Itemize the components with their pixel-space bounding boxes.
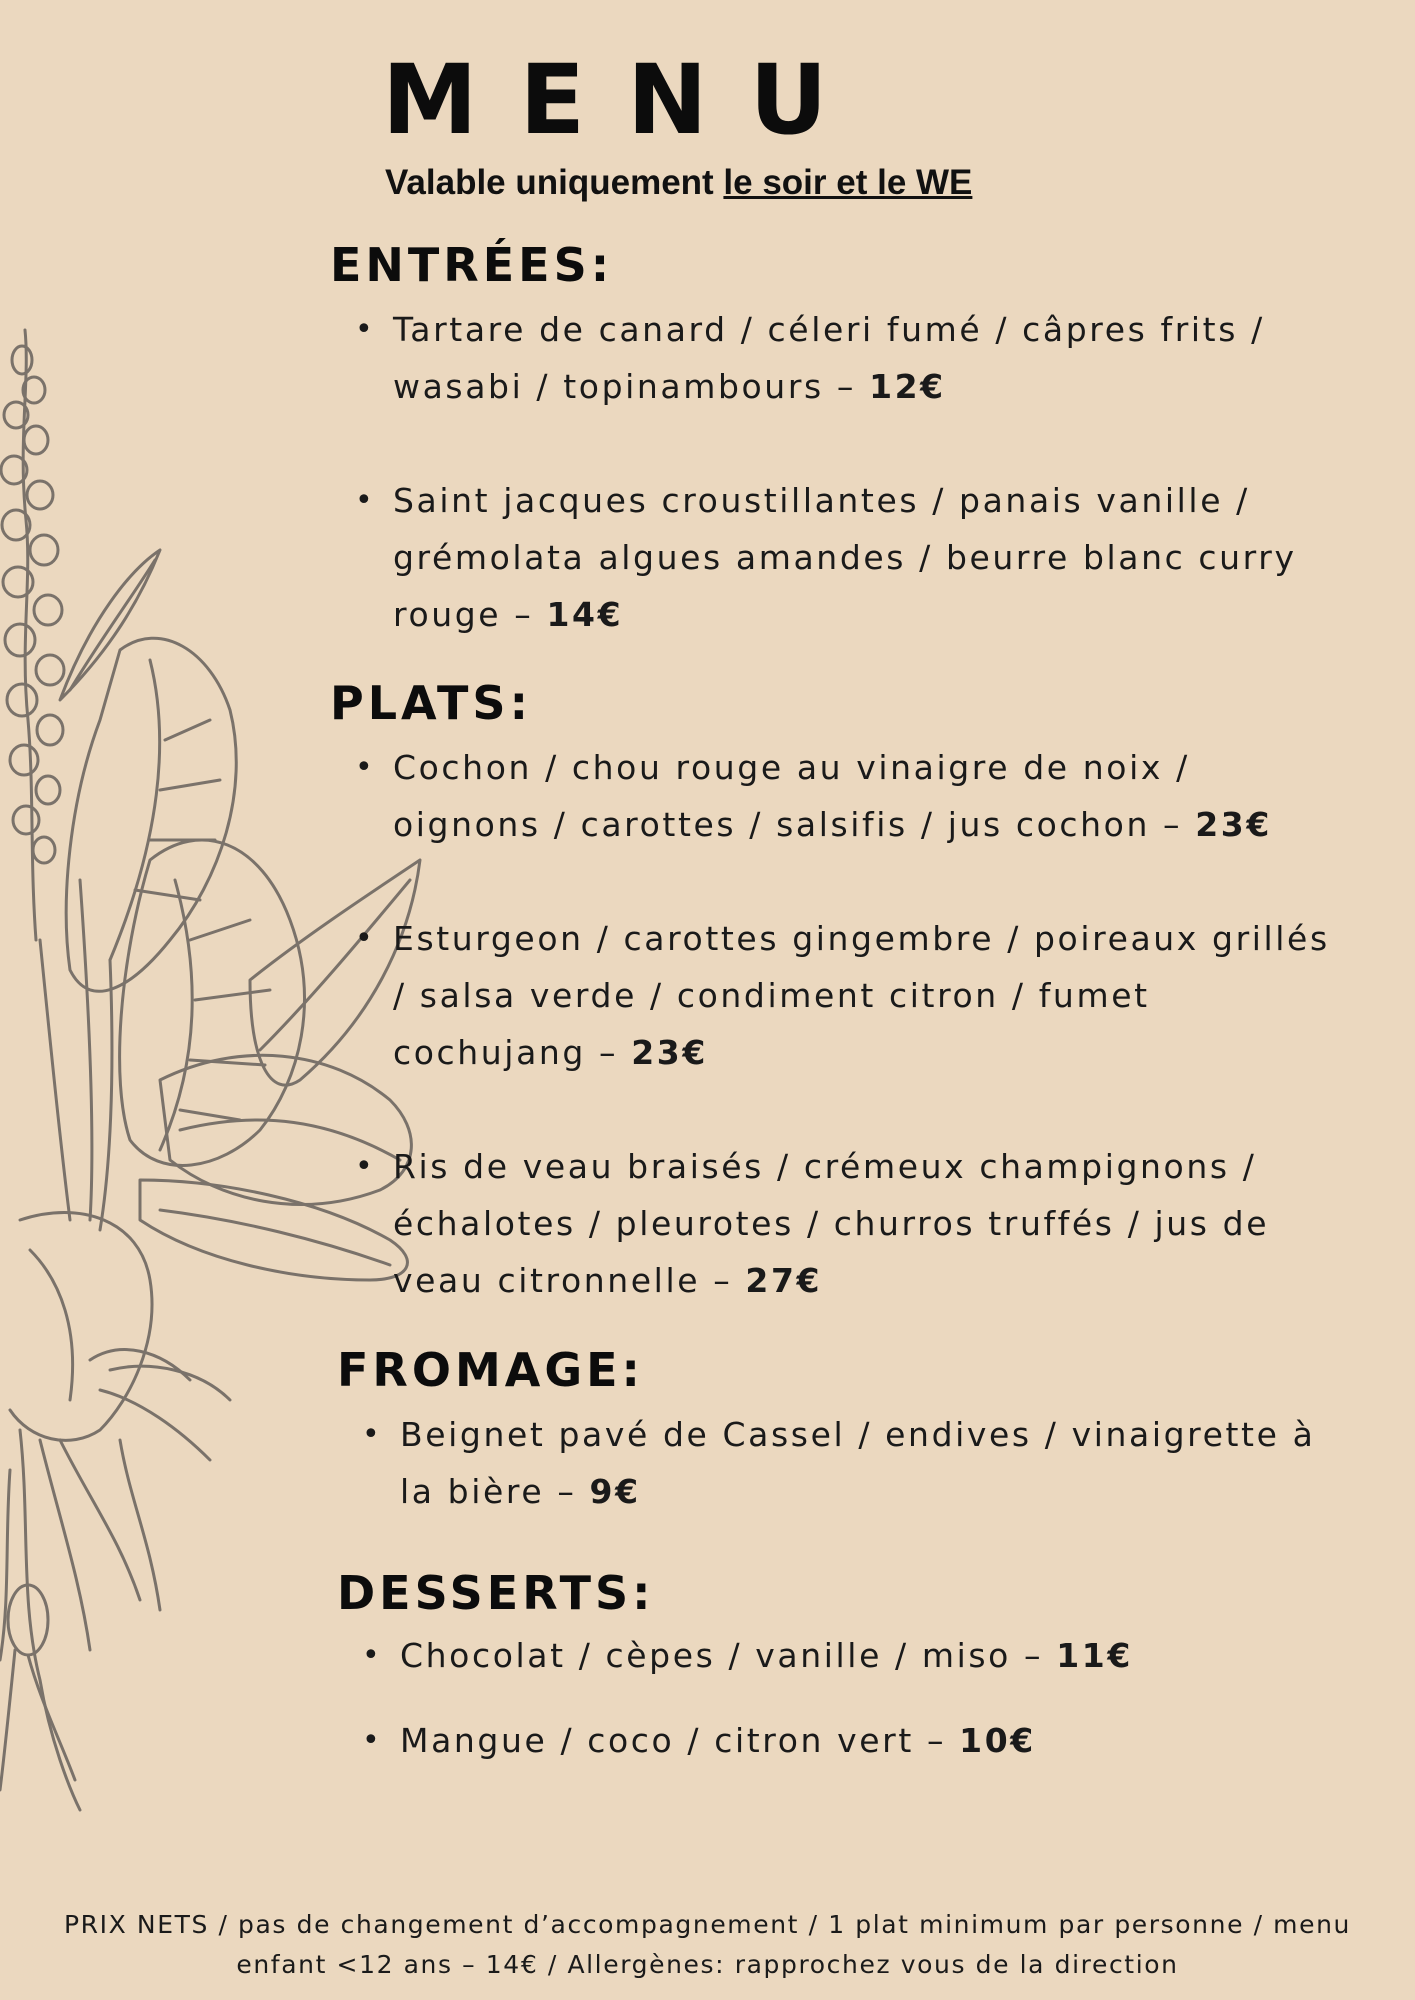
section-fromage [337, 1345, 1347, 1520]
bullet-icon: • [355, 1148, 376, 1184]
item-price: 12€ [869, 366, 946, 406]
item-price: 9€ [589, 1471, 641, 1511]
menu-item [337, 1406, 1347, 1520]
fromage-list [337, 1406, 1347, 1520]
bullet-icon: • [355, 749, 376, 785]
item-price: 23€ [631, 1032, 708, 1072]
subtitle-text: Valable uniquement [385, 163, 724, 202]
item-description: Tartare de canard / céleri fumé / câpres frits / wasabi / topinambours – [393, 309, 1265, 406]
item-price: 14€ [546, 594, 624, 634]
section-heading-plats: PLATS: [330, 676, 532, 730]
entrees-list [330, 301, 1340, 643]
bullet-icon: • [362, 1416, 383, 1452]
footer-note [40, 1905, 1375, 1985]
menu-item [330, 1138, 1340, 1309]
menu-item [330, 301, 1340, 415]
item-description: Esturgeon / carottes gingembre / poireaux grillés / salsa verde / condiment citron / fumet cochujang – [393, 918, 1330, 1072]
item-description: Beignet pavé de Cassel / endives / vinaigrette à la bière – [400, 1414, 1316, 1511]
section-entrees [330, 240, 1340, 643]
section-heading-desserts: DESSERTS: [337, 1566, 655, 1620]
menu-item [337, 1712, 1347, 1769]
menu-item [330, 910, 1340, 1081]
bullet-icon: • [355, 920, 376, 956]
item-price: 11€ [1056, 1635, 1133, 1675]
menu-item [330, 472, 1340, 643]
menu-title: MENU [382, 44, 870, 156]
section-heading-entrees: ENTRÉES: [330, 238, 614, 292]
desserts-list [337, 1627, 1347, 1769]
footer-line: PRIX NETS / pas de changement d’accompagnement / 1 plat minimum par personne / menu [64, 1910, 1351, 1939]
bullet-icon: • [355, 482, 376, 518]
menu-item [330, 739, 1340, 853]
item-description: Mangue / coco / citron vert – [400, 1720, 960, 1760]
item-description: Saint jacques croustillantes / panais vanille / grémolata algues amandes / beurre blanc curry rouge – [393, 480, 1297, 634]
menu-subtitle [385, 163, 972, 203]
item-description: Ris de veau braisés / crémeux champignons / échalotes / pleurotes / churros truffés / jus de veau citronnelle – [393, 1146, 1270, 1300]
plats-list [330, 739, 1340, 1309]
menu-item [337, 1627, 1347, 1684]
bullet-icon: • [355, 311, 376, 347]
section-heading-fromage: FROMAGE: [337, 1343, 644, 1397]
item-description: Chocolat / cèpes / vanille / miso – [400, 1635, 1057, 1675]
footer-line: enfant <12 ans – 14€ / Allergènes: rapprochez vous de la direction [236, 1950, 1179, 1979]
item-price: 10€ [959, 1720, 1036, 1760]
item-price: 23€ [1195, 804, 1272, 844]
item-price: 27€ [745, 1260, 823, 1300]
section-plats [330, 678, 1340, 1309]
section-desserts [337, 1568, 1347, 1769]
bullet-icon: • [362, 1637, 383, 1673]
item-description: Cochon / chou rouge au vinaigre de noix / oignons / carottes / salsifis / jus cochon – [393, 747, 1196, 844]
subtitle-underlined-text: le soir et le WE [723, 163, 973, 202]
bullet-icon: • [362, 1722, 383, 1758]
